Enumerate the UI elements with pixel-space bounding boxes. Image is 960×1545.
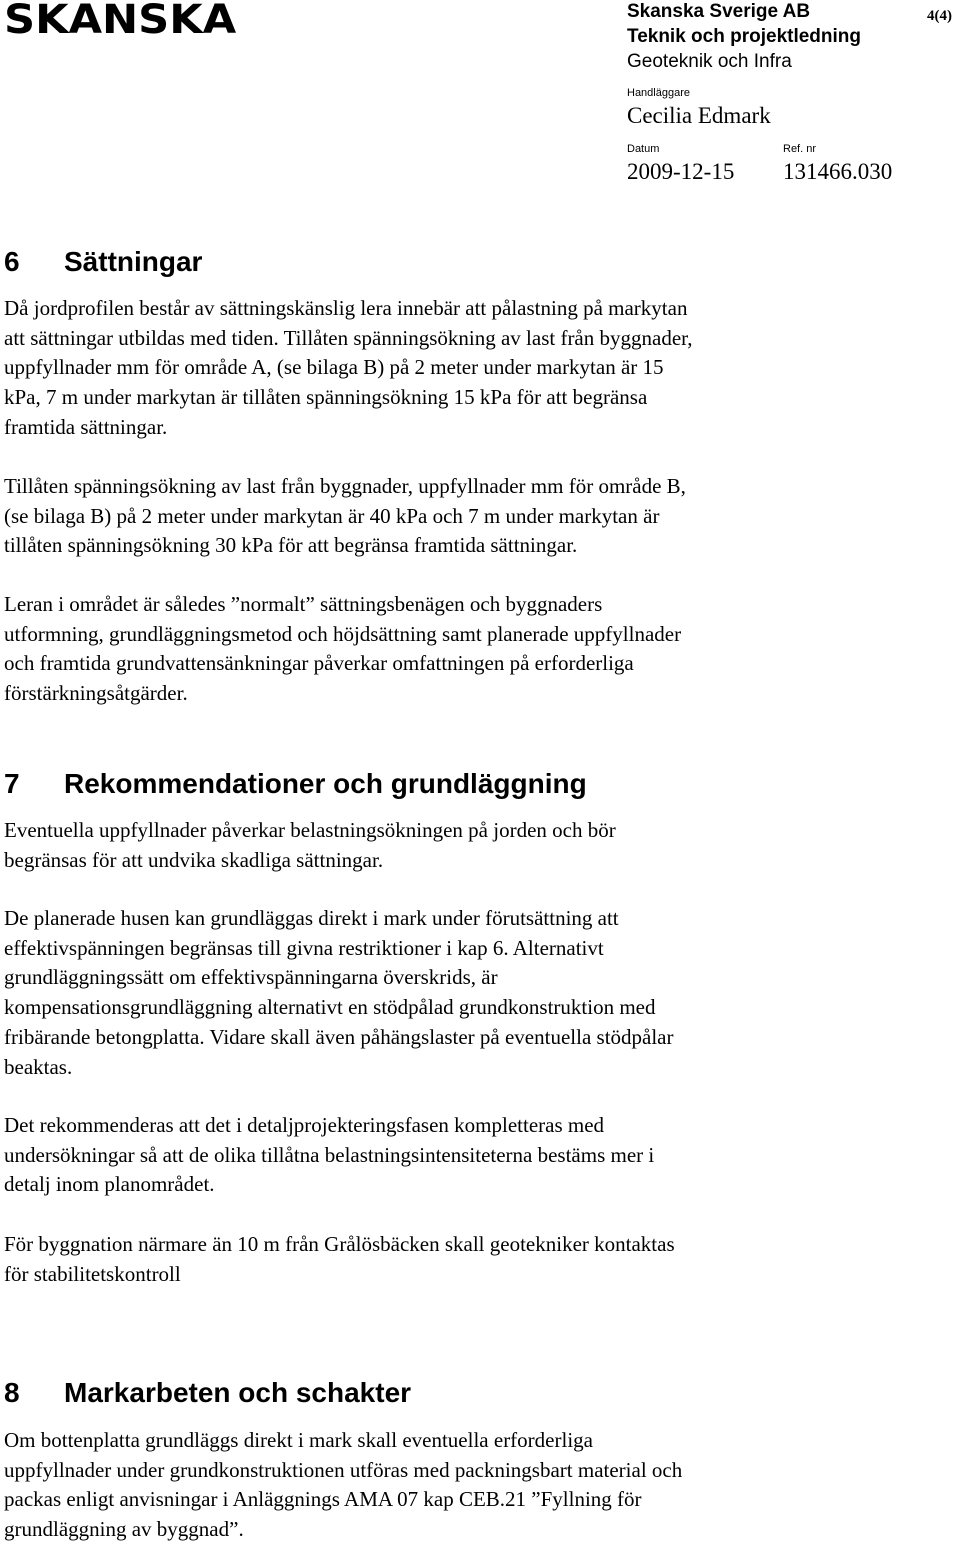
text-line: kompensationsgrundläggning alternativt en stödpålad grundkonstruktion med [4,995,656,1020]
paragraph [4,816,954,875]
text-line: Tillåten spänningsökning av last från byggnader, uppfyllnader mm för område B, [4,474,686,498]
paragraph [4,472,954,561]
page-number: 4(4) [927,8,952,24]
text-line: De planerade husen kan grundläggas direkt i mark under förutsättning att [4,906,619,930]
date-label: Datum [627,143,660,155]
text-line: att sättningar utbildas med tiden. Tillåten spänningsökning av last från byggnader, [4,325,693,350]
section-7 [4,767,954,801]
text-line: grundläggning av byggnad”. [4,1517,244,1542]
section-heading [4,245,954,279]
paragraph [4,294,954,443]
text-line: tillåten spänningsökning 30 kPa för att begränsa framtida sättningar. [4,533,578,558]
ref-label: Ref. nr [783,143,817,155]
section-heading [4,767,954,801]
date-value: 2009-12-15 [627,159,735,184]
company-name: Skanska Sverige AB [627,1,811,22]
text-line: uppfyllnader mm för område A, (se bilaga B) på 2 meter under markytan är 15 [4,355,664,380]
text-line: beaktas. [4,1054,73,1079]
department-name: Teknik och projektledning [627,26,862,47]
text-line: detalj inom planområdet. [4,1172,215,1197]
text-line: effektivspänningen begränsas till givna restriktioner i kap 6. Alternativt [4,935,604,960]
section-8 [4,1376,954,1410]
paragraph [4,590,954,709]
section-title: Sättningar [64,246,203,277]
handler-name: Cecilia Edmark [627,103,771,128]
paragraph [4,1111,954,1200]
section-number: 7 [4,768,20,799]
text-line: förstärkningsåtgärder. [4,681,188,706]
section-number: 6 [4,246,20,277]
unit-name: Geoteknik och Infra [627,51,792,72]
ref-value: 131466.030 [783,159,893,184]
text-line: Det rekommenderas att det i detaljprojekteringsfasen kompletteras med [4,1113,605,1137]
section-number: 8 [4,1377,20,1408]
text-line: grundläggningssätt om effektivspänningarna överskrids, är [4,965,498,990]
section-heading [4,1376,954,1410]
section-6 [4,245,954,279]
handler-label: Handläggare [627,87,690,99]
paragraph [4,904,954,1082]
text-line: Då jordprofilen består av sättningskänslig lera innebär att pålastning på markytan [4,296,688,320]
text-line: för stabilitetskontroll [4,1261,181,1286]
text-line: och framtida grundvattensänkningar påverkar omfattningen på erforderliga [4,651,634,676]
section-title: Markarbeten och schakter [64,1377,412,1408]
text-line: kPa, 7 m under markytan är tillåten spänningsökning 15 kPa för att begränsa [4,385,648,410]
text-line: Leran i området är således ”normalt” sättningsbenägen och byggnaders [4,592,603,616]
text-line: För byggnation närmare än 10 m från Grålösbäcken skall geotekniker kontaktas [4,1232,675,1256]
text-line: Eventuella uppfyllnader påverkar belastningsökningen på jorden och bör [4,818,616,842]
text-line: framtida sättningar. [4,414,168,439]
section-title: Rekommendationer och grundläggning [64,768,587,799]
text-line: undersökningar så att de olika tillåtna belastningsintensiteterna bestäms mer i [4,1142,655,1167]
paragraph [4,1426,954,1545]
text-line: (se bilaga B) på 2 meter under markytan är 40 kPa och 7 m under markytan är [4,503,660,528]
paragraph [4,1230,954,1289]
text-line: uppfyllnader under grundkonstruktionen utföras med packningsbart material och [4,1457,683,1482]
text-line: utformning, grundläggningsmetod och höjdsättning samt planerade uppfyllnader [4,621,682,646]
text-line: Om bottenplatta grundläggs direkt i mark skall eventuella erforderliga [4,1428,593,1452]
text-line: packas enligt anvisningar i Anläggnings AMA 07 kap CEB.21 ”Fyllning för [4,1487,642,1512]
text-line: begränsas för att undvika skadliga sättningar. [4,847,384,872]
text-line: fribärande betongplatta. Vidare skall även påhängslaster på eventuella stödpålar [4,1024,674,1049]
skanska-logo: SKANSKA [4,0,237,43]
